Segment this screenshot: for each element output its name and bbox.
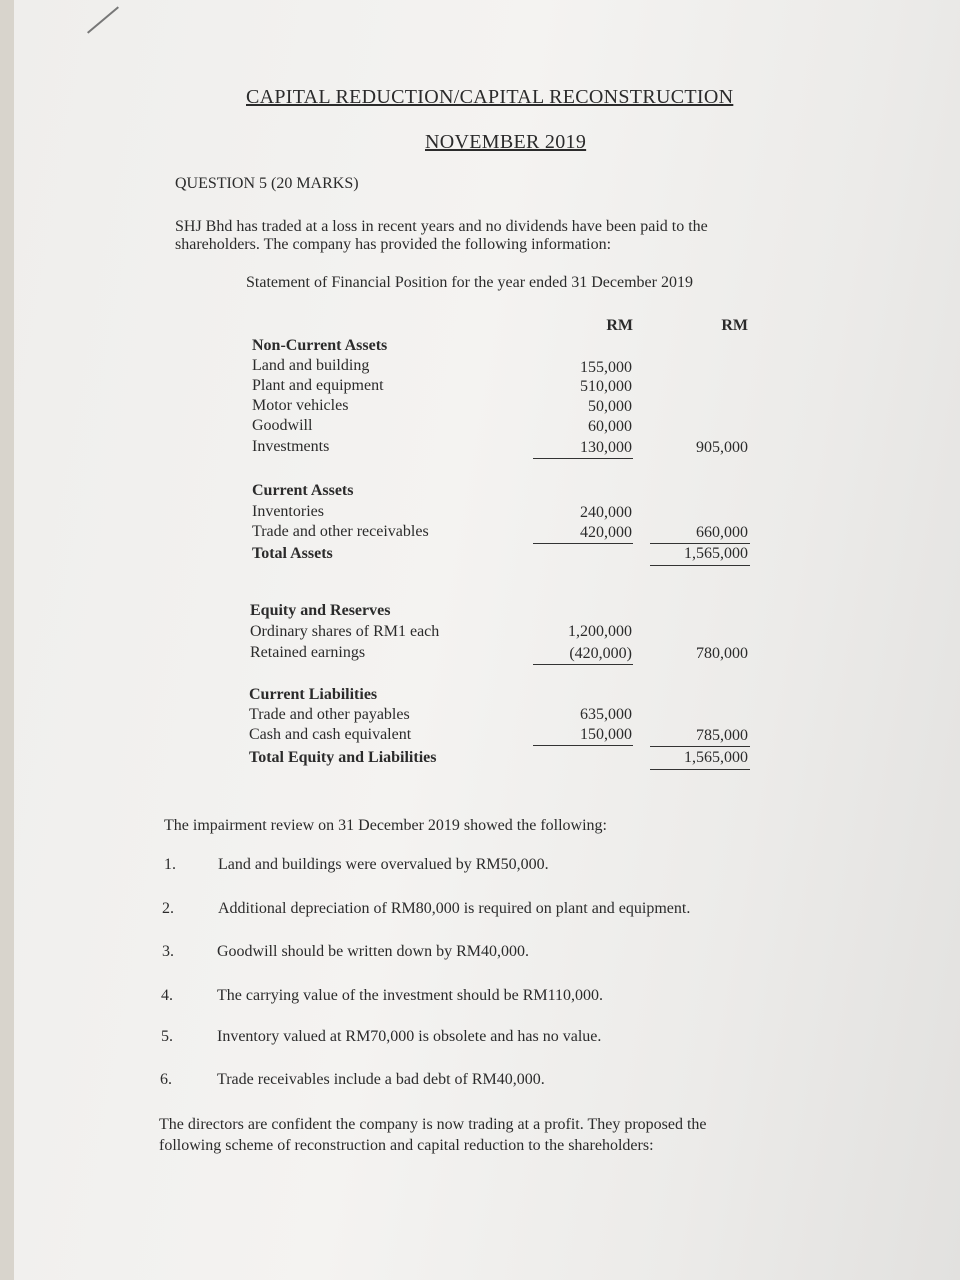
total-rule [650, 565, 750, 566]
intro-line-2: shareholders. The company has provided the following information: [175, 236, 612, 253]
row-value-col1: (420,000) [569, 645, 632, 662]
row-label: Inventories [252, 503, 324, 520]
closing-line-2: following scheme of reconstruction and capital reduction to the shareholders: [159, 1137, 654, 1154]
row-label: Retained earnings [250, 644, 366, 661]
subtotal-rule [533, 745, 633, 746]
row-value-col1: 60,000 [588, 418, 632, 435]
row-value-col2: 905,000 [696, 439, 748, 456]
subtotal-rule [650, 543, 750, 544]
list-item-text: Land and buildings were overvalued by RM50,000. [218, 856, 549, 873]
row-value-col1: 50,000 [588, 398, 632, 415]
closing-line-1: The directors are confident the company is now trading at a profit. They proposed the [159, 1116, 707, 1133]
list-item-text: Inventory valued at RM70,000 is obsolete and has no value. [217, 1028, 602, 1045]
col2-header: RM [721, 317, 748, 334]
col1-header: RM [606, 317, 633, 334]
total-equity-liabilities-label: Total Equity and Liabilities [249, 749, 437, 766]
row-value-col2: 780,000 [696, 645, 748, 662]
total-rule [650, 769, 750, 770]
row-value-col1: 635,000 [580, 706, 632, 723]
question-heading: QUESTION 5 (20 MARKS) [175, 175, 359, 192]
subtotal-rule [533, 458, 633, 459]
document-title: CAPITAL REDUCTION/CAPITAL RECONSTRUCTION [246, 86, 734, 108]
row-label: Ordinary shares of RM1 each [250, 623, 440, 640]
impairment-intro: The impairment review on 31 December 2019 showed the following: [164, 817, 607, 834]
document-page [14, 0, 960, 1280]
list-item-text: Goodwill should be written down by RM40,000. [217, 943, 529, 960]
intro-line-1: SHJ Bhd has traded at a loss in recent years and no dividends have been paid to the [175, 218, 708, 235]
row-value-col1: 240,000 [580, 504, 632, 521]
row-value-col1: 420,000 [580, 524, 632, 541]
row-value-col1: 1,200,000 [568, 623, 632, 640]
list-item-number: 5. [161, 1028, 173, 1045]
list-item-number: 6. [160, 1071, 172, 1088]
total-equity-liabilities-value: 1,565,000 [684, 749, 748, 766]
row-label: Cash and cash equivalent [249, 726, 412, 743]
row-value-col2: 785,000 [696, 727, 748, 744]
list-item-text: The carrying value of the investment should be RM110,000. [217, 987, 603, 1004]
row-label: Trade and other receivables [252, 523, 429, 540]
row-value-col1: 510,000 [580, 378, 632, 395]
subtotal-rule [533, 664, 633, 665]
list-item-number: 1. [164, 856, 176, 873]
total-assets-value: 1,565,000 [684, 545, 748, 562]
current-liabilities-heading: Current Liabilities [249, 686, 378, 703]
row-label: Goodwill [252, 417, 313, 434]
list-item-number: 4. [161, 987, 173, 1004]
subtotal-rule [650, 746, 750, 747]
row-label: Investments [252, 438, 330, 455]
row-value-col1: 155,000 [580, 359, 632, 376]
subtotal-rule [533, 543, 633, 544]
non-current-assets-heading: Non-Current Assets [252, 337, 388, 354]
pen-mark [87, 6, 119, 33]
row-label: Plant and equipment [252, 377, 384, 394]
row-label: Motor vehicles [252, 397, 349, 414]
total-assets-label: Total Assets [252, 545, 333, 562]
list-item-text: Additional depreciation of RM80,000 is required on plant and equipment. [218, 900, 691, 917]
exam-date: NOVEMBER 2019 [425, 131, 587, 153]
list-item-number: 3. [162, 943, 174, 960]
row-label: Trade and other payables [249, 706, 410, 723]
current-assets-heading: Current Assets [252, 482, 354, 499]
list-item-number: 2. [162, 900, 174, 917]
row-label: Land and building [252, 357, 370, 374]
equity-heading: Equity and Reserves [250, 602, 391, 619]
list-item-text: Trade receivables include a bad debt of RM40,000. [217, 1071, 545, 1088]
row-value-col1: 130,000 [580, 439, 632, 456]
row-value-col1: 150,000 [580, 726, 632, 743]
statement-title: Statement of Financial Position for the year ended 31 December 2019 [246, 274, 693, 291]
row-value-col2: 660,000 [696, 524, 748, 541]
